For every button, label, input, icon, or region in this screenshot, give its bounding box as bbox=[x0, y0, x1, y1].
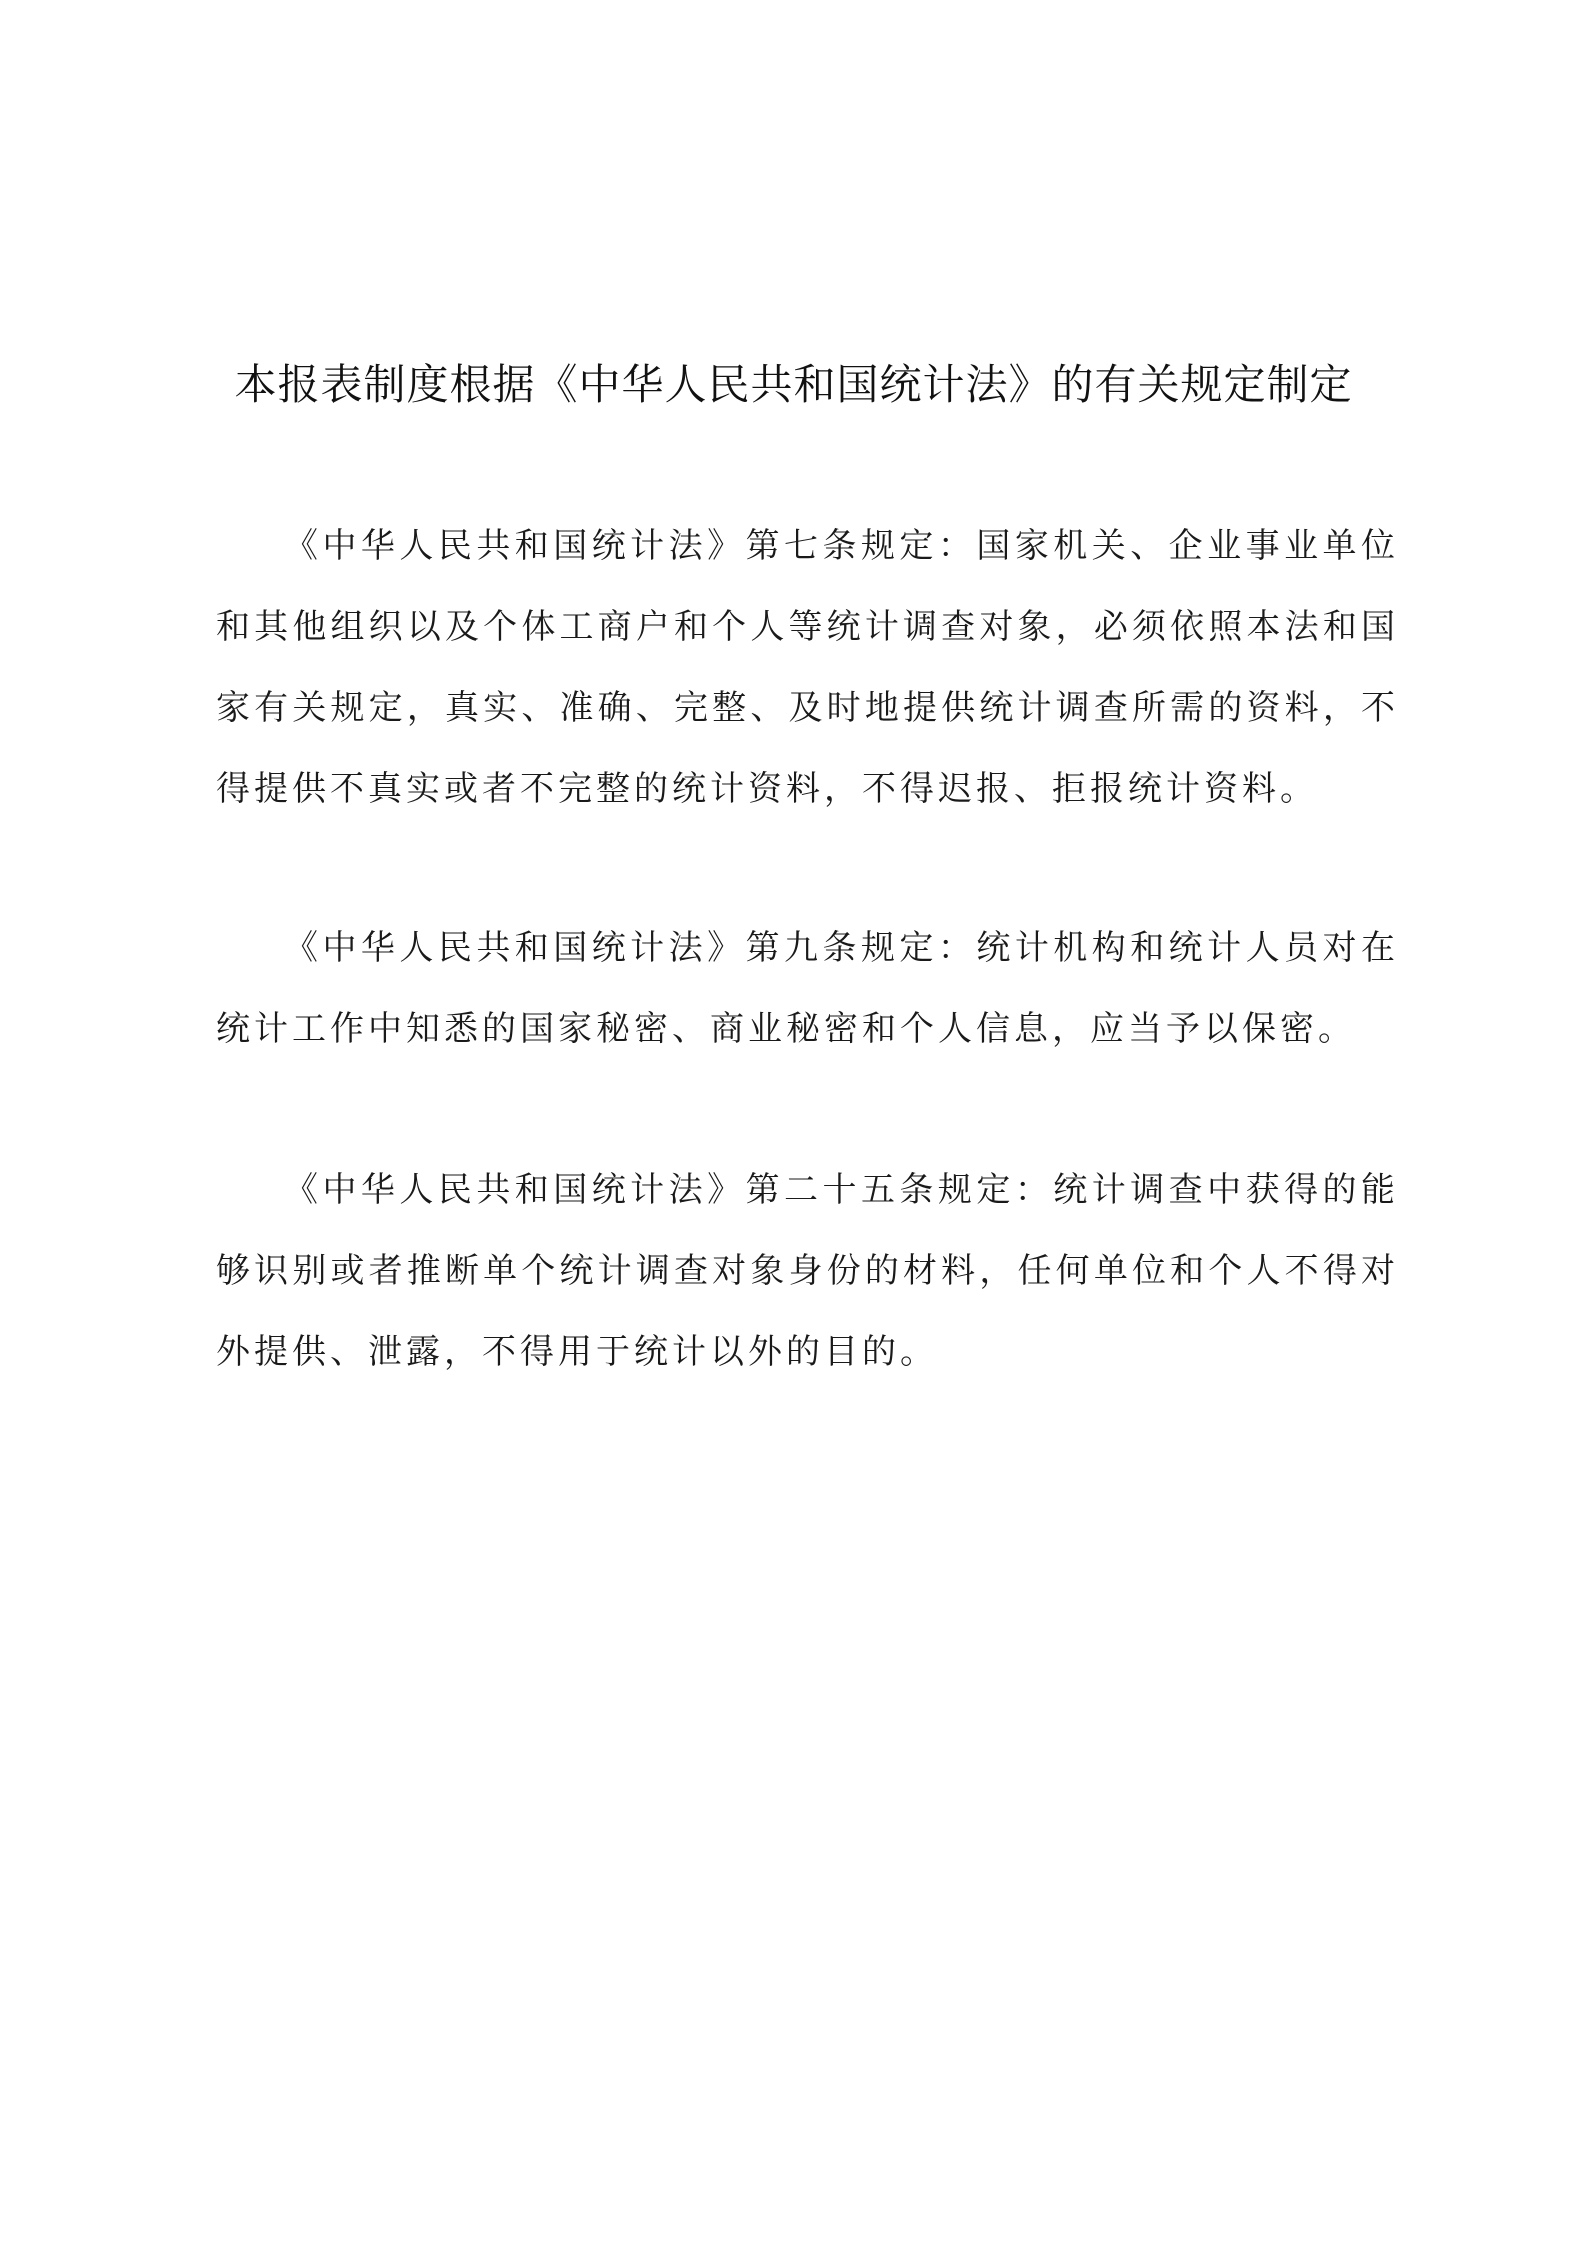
paragraph-article-25: 《中华人民共和国统计法》第二十五条规定：统计调查中获得的能够识别或者推断单个统计调查对象身份的材料，任何单位和个人不得对外提供、泄露，不得用于统计以外的目的。 bbox=[216, 1170, 1399, 1372]
paragraph-article-7: 《中华人民共和国统计法》第七条规定：国家机关、企业事业单位和其他组织以及个体工商户和个人等统计调查对象，必须依照本法和国家有关规定，真实、准确、完整、及时地提供统计调查所需的资料，不得提供不真实或者不完整的统计资料，不得迟报、拒报统计资料。 bbox=[216, 526, 1399, 809]
paragraph-article-9: 《中华人民共和国统计法》第九条规定：统计机构和统计人员对在统计工作中知悉的国家秘密、商业秘密和个人信息，应当予以保密。 bbox=[216, 928, 1399, 1049]
document-title: 本报表制度根据《中华人民共和国统计法》的有关规定制定 bbox=[234, 360, 1353, 409]
